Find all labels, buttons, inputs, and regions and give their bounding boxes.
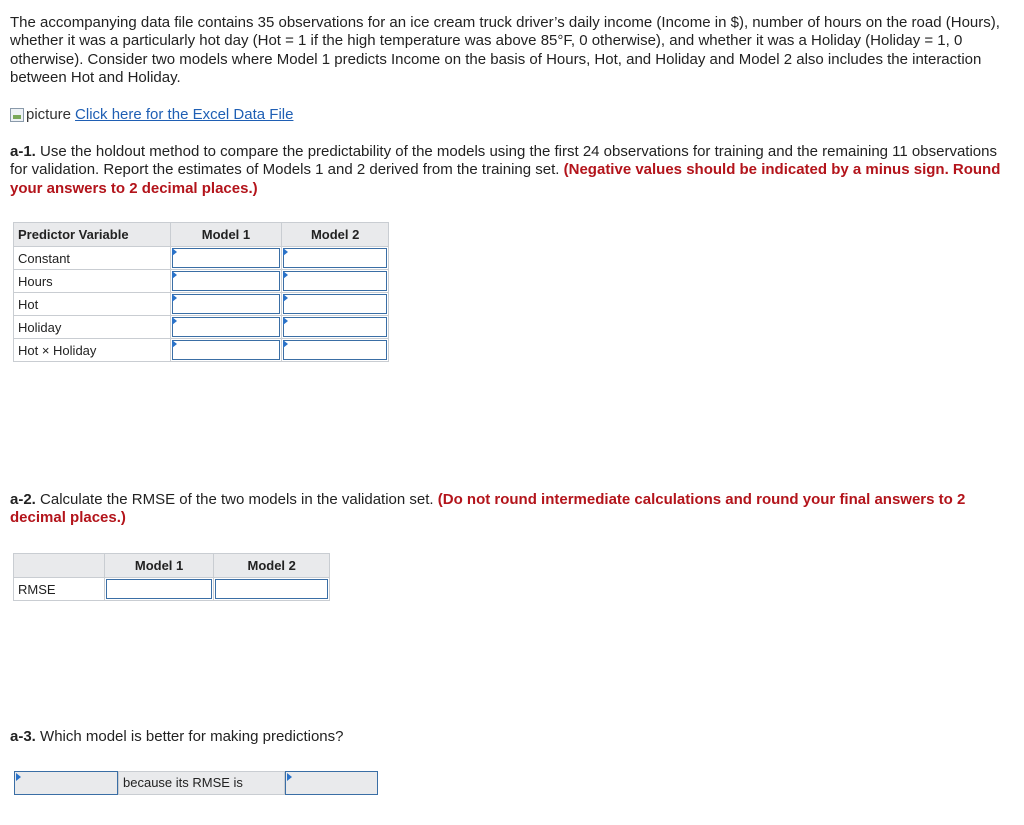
question-a1 bbox=[10, 143, 1010, 198]
question-a3-label: a-3. bbox=[10, 728, 36, 745]
header-model-2: Model 2 bbox=[282, 223, 389, 247]
intro-section bbox=[10, 14, 1010, 88]
because-text: because its RMSE is bbox=[118, 771, 285, 795]
row-label-hours: Hours bbox=[14, 270, 171, 293]
table-row bbox=[14, 578, 330, 601]
row-label-hot: Hot bbox=[14, 293, 171, 316]
excel-file-link-row bbox=[10, 106, 293, 124]
dropdown-flag-icon bbox=[16, 773, 21, 781]
excel-data-file-link[interactable]: Click here for the Excel Data File bbox=[75, 106, 294, 123]
table-row bbox=[14, 316, 389, 339]
better-model-dropdown[interactable] bbox=[14, 771, 118, 795]
question-a2 bbox=[10, 491, 1010, 528]
model1-constant-input[interactable] bbox=[170, 247, 282, 270]
model2-hot-x-holiday-input[interactable] bbox=[282, 339, 389, 362]
model2-hot-input[interactable] bbox=[282, 293, 389, 316]
estimates-table bbox=[13, 222, 389, 362]
intro-paragraph: The accompanying data file contains 35 observations for an ice cream truck driver’s daily income (Income in $), number of hours on the road (Hours), whether it was a particularly hot day (Hot = 1 if the high temperature was above 85°F, 0 otherwise), and whether it was a Holiday (Holiday = 1, 0 otherwise). Consider two models where Model 1 predicts Income on the basis of Hours, Hot, and Holiday and Model 2 also includes the interaction between Hot and Holiday. bbox=[10, 14, 1000, 87]
question-a2-label: a-2. bbox=[10, 491, 36, 508]
header-rmse-model-1: Model 1 bbox=[104, 554, 214, 578]
row-label-constant: Constant bbox=[14, 247, 171, 270]
header-model-1: Model 1 bbox=[170, 223, 282, 247]
question-a2-text: Calculate the RMSE of the two models in the validation set. bbox=[40, 491, 434, 508]
model1-hot-input[interactable] bbox=[170, 293, 282, 316]
question-a1-label: a-1. bbox=[10, 143, 36, 160]
header-rmse-model-2: Model 2 bbox=[214, 554, 330, 578]
model1-hours-input[interactable] bbox=[170, 270, 282, 293]
table-row bbox=[14, 270, 389, 293]
header-predictor-variable: Predictor Variable bbox=[14, 223, 171, 247]
rmse-table bbox=[13, 553, 330, 601]
question-a3-text: Which model is better for making predictions? bbox=[40, 728, 344, 745]
question-a2-instruction: (Do not round intermediate calculations and round your final answers to 2 decimal places.) bbox=[10, 491, 966, 527]
row-label-holiday: Holiday bbox=[14, 316, 171, 339]
table-row bbox=[14, 339, 389, 362]
question-a3 bbox=[10, 728, 1010, 746]
table-row bbox=[14, 247, 389, 270]
row-label-rmse: RMSE bbox=[14, 578, 105, 601]
dropdown-flag-icon bbox=[287, 773, 292, 781]
rmse-comparison-dropdown[interactable] bbox=[285, 771, 378, 795]
picture-icon bbox=[10, 108, 24, 122]
model2-holiday-input[interactable] bbox=[282, 316, 389, 339]
broken-image bbox=[10, 106, 71, 124]
model1-holiday-input[interactable] bbox=[170, 316, 282, 339]
question-a1-instruction: (Negative values should be indicated by a minus sign. Round your answers to 2 decimal places.) bbox=[10, 161, 1001, 197]
row-label-hot-x-holiday: Hot × Holiday bbox=[14, 339, 171, 362]
model2-constant-input[interactable] bbox=[282, 247, 389, 270]
rmse-model2-input[interactable] bbox=[214, 578, 330, 601]
question-a1-text: Use the holdout method to compare the predictability of the models using the first 24 observations for training and the remaining 11 observations for validation. Report the estimates of Models 1 and 2 derived from the training set. bbox=[10, 143, 997, 179]
table-row bbox=[14, 293, 389, 316]
model1-hot-x-holiday-input[interactable] bbox=[170, 339, 282, 362]
header-empty bbox=[14, 554, 105, 578]
broken-image-alt: picture bbox=[26, 106, 72, 123]
model2-hours-input[interactable] bbox=[282, 270, 389, 293]
rmse-model1-input[interactable] bbox=[104, 578, 214, 601]
